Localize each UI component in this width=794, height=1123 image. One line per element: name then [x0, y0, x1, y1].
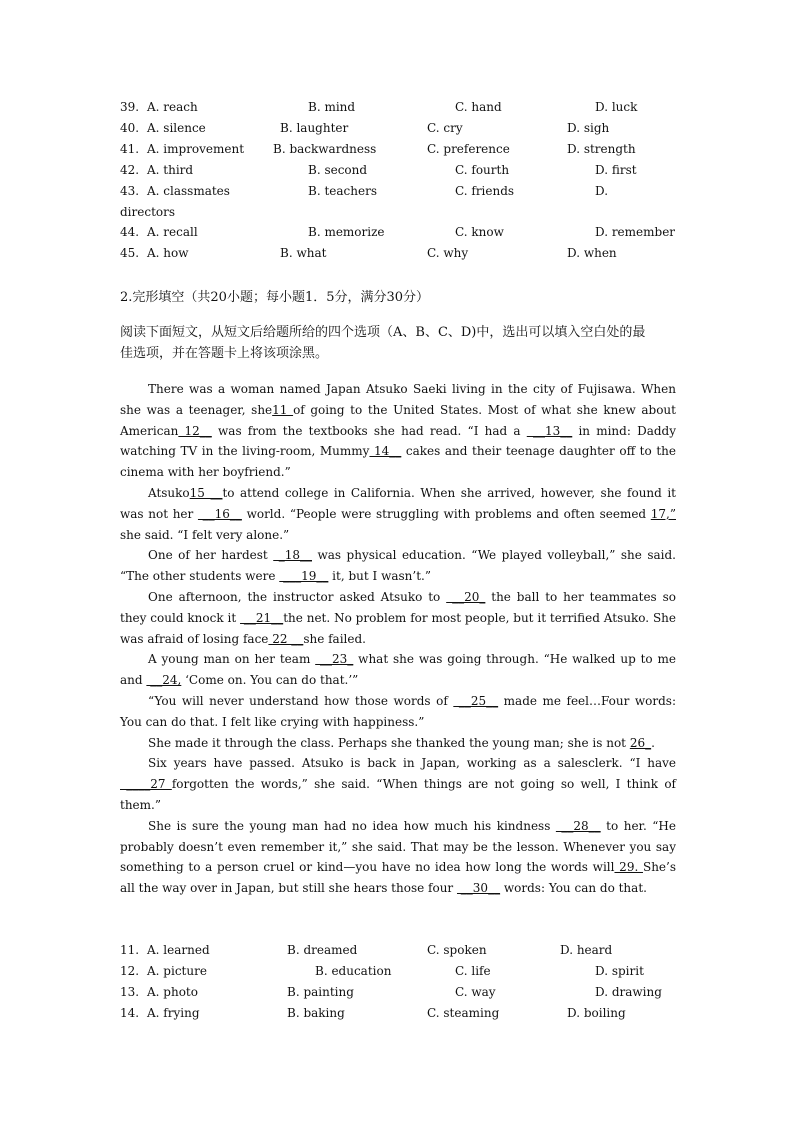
option-b: B. laughter — [280, 121, 349, 135]
blank-11: 11 — [272, 402, 294, 417]
question-number: 44. — [120, 225, 140, 239]
option-c: C. preference — [427, 142, 510, 156]
passage-paragraph: Six years have passed. Atsuko is back in Japan, working as a salesclerk. “I have ____27 forgotten the words,” she said. “When things are not going so well, I think of them.” — [120, 756, 676, 812]
instruction-line: 阅读下面短文，从短文后给题所给的四个选项（A、B、C、D)中，选出可以填入空白处的最 — [120, 325, 646, 340]
cloze-passage — [120, 379, 676, 899]
blank-19: ___19__ — [279, 569, 329, 584]
option-a: A. picture — [147, 964, 207, 978]
passage-paragraph: One of her hardest _18__ was physical education. “We played volleyball,” she said. “The other students were ___19__ it, but I wasn’t.” — [120, 548, 676, 584]
option-c: C. cry — [427, 121, 463, 135]
option-b: B. dreamed — [287, 943, 358, 957]
option-b: B. memorize — [308, 225, 385, 239]
option-c: C. life — [455, 964, 491, 978]
question-number: 12. — [120, 964, 140, 978]
blank-21: __21__ — [240, 610, 284, 625]
blank-22: 22 __ — [268, 631, 304, 646]
blank-25: __25__ — [453, 693, 499, 708]
question-row — [120, 118, 680, 138]
option-b: B. painting — [287, 985, 354, 999]
blank-29: 29. — [614, 860, 643, 875]
blank-16: __16__ — [197, 506, 242, 521]
option-a: A. classmates — [147, 184, 230, 198]
blank-28: __28__ — [555, 818, 601, 833]
blank-24: __24, — [146, 673, 182, 688]
option-c: C. steaming — [427, 1006, 500, 1020]
question-row — [120, 961, 680, 981]
option-d: D. when — [567, 246, 617, 260]
question-row — [120, 243, 680, 263]
option-b: B. backwardness — [273, 142, 377, 156]
option-b: B. teachers — [308, 184, 377, 198]
option-d: D. heard — [560, 943, 613, 957]
option-a: A. recall — [147, 225, 198, 239]
question-number: 11. — [120, 943, 140, 957]
option-c: C. know — [455, 225, 504, 239]
option-b: B. mind — [308, 100, 356, 114]
option-d: D. remember — [595, 225, 676, 239]
passage-paragraph: Atsuko15 __to attend college in California. When she arrived, however, she found it was not her __16__ world. “People were struggling with problems and often seemed 17,” she said. “I felt very alone.” — [120, 485, 676, 542]
passage-paragraph: A young man on her team __23_ what she was going through. “He walked up to me and __24, ‘Come on. You can do that.’” — [120, 652, 676, 688]
option-a: A. learned — [147, 943, 210, 957]
passage-paragraph: There was a woman named Japan Atsuko Saeki living in the city of Fujisawa. When she was a teenager, she11 of going to the United States. Most of what she knew about American 12__ was from the textbooks she had read. “I had a __13__ in mind: Daddy watching TV in the living-room, Mummy 14__ cakes and their teenage daughter off to the cinema with her boyfriend.” — [120, 382, 677, 480]
option-b: B. education — [315, 964, 392, 978]
question-number: 41. — [120, 142, 140, 156]
question-row — [120, 97, 680, 117]
question-row — [120, 1003, 680, 1023]
blank-14: 14__ — [369, 444, 402, 459]
question-row — [120, 940, 680, 960]
option-d: D. first — [595, 163, 637, 177]
question-row — [120, 181, 680, 201]
question-number: 42. — [120, 163, 140, 177]
blank-30: __30__ — [456, 881, 501, 896]
option-a: A. improvement — [147, 142, 245, 156]
blank-27: ____27 — [120, 777, 172, 792]
option-d: D. luck — [595, 100, 638, 114]
option-a: A. frying — [147, 1006, 200, 1020]
option-c: C. fourth — [455, 163, 510, 177]
option-c: C. friends — [455, 184, 515, 198]
passage-paragraph: “You will never understand how those words of __25__ made me feel…Four words: You can do that. I felt like crying with happiness.” — [120, 693, 677, 729]
blank-15: 15 __ — [189, 485, 223, 500]
passage-paragraph: She made it through the class. Perhaps she thanked the young man; she is not 26_. — [148, 735, 655, 750]
option-d: D. spirit — [595, 964, 644, 978]
blank-26: 26_ — [629, 735, 652, 750]
option-d: D. boiling — [567, 1006, 626, 1020]
option-d-continuation: directors — [120, 205, 176, 219]
question-row — [120, 222, 680, 242]
question-number: 13. — [120, 985, 140, 999]
option-b: B. what — [280, 246, 327, 260]
option-d: D. drawing — [595, 985, 662, 999]
option-b: B. baking — [287, 1006, 345, 1020]
blank-12: 12__ — [178, 423, 212, 438]
question-row — [120, 160, 680, 180]
section-title: 2.完形填空（共20小题；每小题1．5分，满分30分） — [120, 290, 430, 305]
blank-18: _18__ — [273, 548, 312, 563]
question-number: 40. — [120, 121, 140, 135]
instruction-line: 佳选项，并在答题卡上将该项涂黑。 — [120, 346, 329, 361]
blank-23: __23_ — [315, 652, 354, 667]
option-a: A. how — [147, 246, 189, 260]
question-row — [120, 982, 680, 1002]
option-a: A. third — [147, 163, 194, 177]
option-c: C. spoken — [427, 943, 487, 957]
option-c: C. why — [427, 246, 469, 260]
option-c: C. hand — [455, 100, 502, 114]
question-row — [120, 139, 680, 159]
passage-paragraph: One afternoon, the instructor asked Atsuko to __20_ the ball to her teammates so they could knock it __21__the net. No problem for most people, but it terrified Atsuko. She was afraid of losing face 22 __she failed. — [120, 589, 676, 646]
option-d: D. sigh — [567, 121, 610, 135]
question-number: 45. — [120, 246, 140, 260]
option-a: A. silence — [147, 121, 206, 135]
option-a: A. photo — [147, 985, 198, 999]
passage-paragraph: She is sure the young man had no idea how much his kindness __28__ to her. “He probably doesn’t even remember it,” she said. That may be the lesson. Whenever you say something to a person cruel or kind—you have no idea how long the words will 29. She’s all the way over in Japan, but still she hears those four __30__ words: You can do that. — [120, 818, 677, 896]
option-d: D. strength — [567, 142, 636, 156]
blank-13: __13__ — [526, 423, 573, 438]
option-a: A. reach — [147, 100, 198, 114]
option-d: D. — [595, 184, 609, 198]
blank-17: 17,” — [650, 506, 676, 521]
question-number: 14. — [120, 1006, 140, 1020]
blank-20: __20_ — [446, 589, 486, 604]
question-number: 39. — [120, 100, 140, 114]
question-number: 43. — [120, 184, 140, 198]
option-c: C. way — [455, 985, 496, 999]
option-b: B. second — [308, 163, 368, 177]
